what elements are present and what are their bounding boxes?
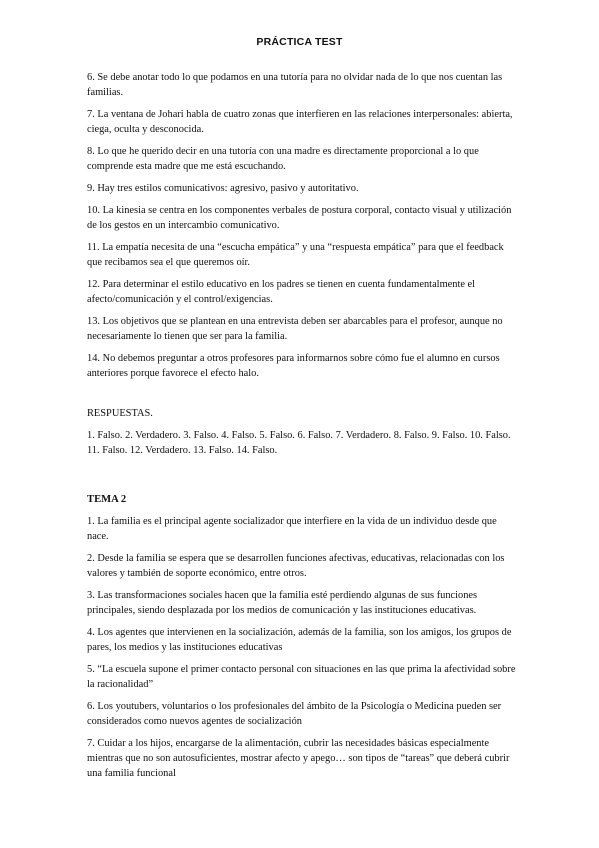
question-item: 7. La ventana de Johari habla de cuatro zonas que interfieren en las relaciones interpersonales: abierta, ciega, oculta y desconocida.: [87, 109, 513, 135]
question-item: 5. “La escuela supone el primer contacto personal con situaciones en las que prima la afectividad sobre la racionalidad”: [87, 664, 516, 690]
question-item: 6. Los youtubers, voluntarios o los profesionales del ámbito de la Psicología o Medicina pueden ser considerados como nuevos agentes de socialización: [87, 701, 502, 727]
question-item: 9. Hay tres estilos comunicativos: agresivo, pasivo y autoritativo.: [87, 183, 359, 194]
question-item: 4. Los agentes que intervienen en la socialización, además de la familia, son los amigos, los grupos de pares, los medios y las instituciones educativas: [87, 627, 512, 653]
answers-text: 1. Falso. 2. Verdadero. 3. Falso. 4. Falso. 5. Falso. 6. Falso. 7. Verdadero. 8. Falso. 9. Falso. 10. Falso. 11. Falso. 12. Verdadero. 13. Falso. 14. Falso.: [87, 430, 511, 456]
answers-label: RESPUESTAS.: [87, 408, 153, 419]
question-item: 8. Lo que he querido decir en una tutoría con una madre es directamente proporcional a lo que comprende esta madre que me está escuchando.: [87, 146, 479, 172]
question-list-section-1: [87, 70, 517, 381]
question-item: 3. Las transformaciones sociales hacen que la familia esté perdiendo algunas de sus funciones principales, siendo desplazada por los medios de comunicación y las instituciones educativas.: [87, 590, 478, 616]
page-title: PRÁCTICA TEST: [256, 36, 343, 48]
spacer: [87, 465, 517, 492]
spacer: [87, 388, 517, 406]
question-item: 10. La kinesia se centra en los componentes verbales de postura corporal, contacto visual y utilización de los gestos en un intercambio comunicativo.: [87, 205, 512, 231]
question-item: 14. No debemos preguntar a otros profesores para informarnos sobre cómo fue el alumno en cursos anteriores porque favorece el efecto halo.: [87, 353, 500, 379]
question-item: 1. La familia es el principal agente socializador que interfiere en la vida de un individuo desde que nace.: [87, 516, 497, 542]
question-list-section-2: [87, 514, 517, 781]
question-item: 13. Los objetivos que se plantean en una entrevista deben ser abarcables para el profesor, aunque no necesariamente lo tienen que ser para la familia.: [87, 316, 503, 342]
document-body: [87, 70, 517, 788]
question-item: 12. Para determinar el estilo educativo en los padres se tienen en cuenta fundamentalmente el afecto/comunicación y el control/exigencias.: [87, 279, 476, 305]
question-item: 11. La empatía necesita de una “escucha empática” y una “respuesta empática” para que el feedback que recibamos sea el que queremos oír.: [87, 242, 504, 268]
section-heading: TEMA 2: [87, 494, 127, 505]
question-item: 2. Desde la familia se espera que se desarrollen funciones afectivas, educativas, relacionadas con los valores y también de soporte económico, entre otros.: [87, 553, 505, 579]
question-item: 7. Cuidar a los hijos, encargarse de la alimentación, cubrir las necesidades básicas especialmente mientras que no son autosuficientes, mostrar afecto y apego… son tipos de “tareas” que deberá cubrir una familia funcional: [87, 738, 510, 779]
question-item: 6. Se debe anotar todo lo que podamos en una tutoría para no olvidar nada de lo que nos cuentan las familias.: [87, 72, 503, 98]
